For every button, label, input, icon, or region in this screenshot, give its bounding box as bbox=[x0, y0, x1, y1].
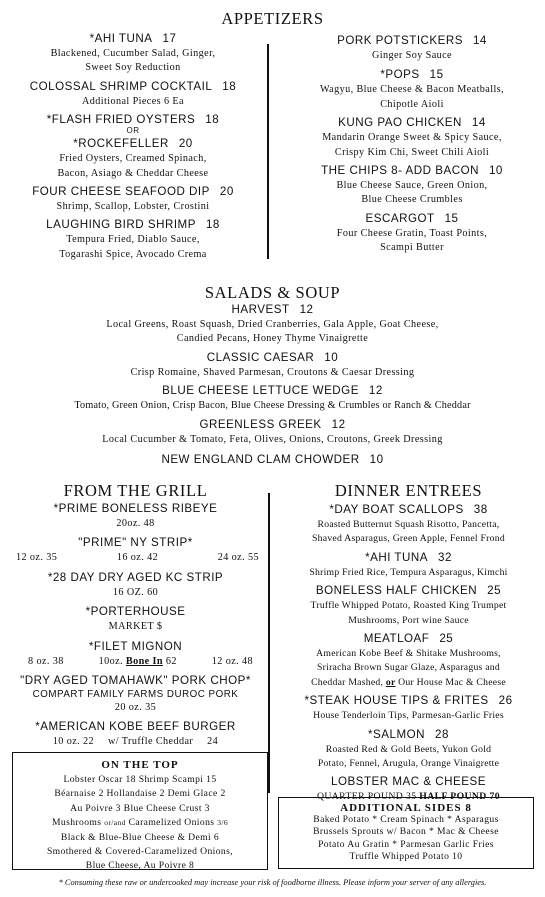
grill-item bbox=[8, 719, 263, 749]
item-name-text: MEATLOAF bbox=[363, 632, 430, 646]
item-name bbox=[283, 115, 541, 131]
item-description: American Kobe Beef & Shitake Mushrooms, bbox=[316, 648, 501, 660]
item-portion: MARKET $ bbox=[108, 621, 163, 633]
item-name bbox=[8, 184, 258, 200]
topping-line: Smothered & Covered-Caramelized Onions, bbox=[46, 846, 234, 858]
appetizers-left-column bbox=[8, 31, 258, 262]
menu-item bbox=[283, 67, 541, 112]
menu-item bbox=[0, 302, 545, 347]
item-name-text: *STEAK HOUSE TIPS & FRITES bbox=[304, 694, 489, 708]
topping-line: Au Poivre 3 Blue Cheese Crust 3 bbox=[70, 802, 210, 814]
grill-item bbox=[8, 501, 263, 531]
item-price: 32 bbox=[438, 550, 452, 564]
item-name-text: HARVEST bbox=[231, 303, 290, 316]
menu-item bbox=[8, 217, 258, 262]
grill-item bbox=[8, 673, 263, 715]
menu-item bbox=[276, 693, 541, 723]
topping-connector: or/and bbox=[104, 818, 126, 828]
item-name-text: BLUE CHEESE LETTUCE WEDGE bbox=[162, 384, 359, 398]
item-description: Roasted Red & Gold Beets, Yukon Gold bbox=[325, 743, 492, 755]
salads-title: SALADS & SOUP bbox=[204, 283, 341, 302]
item-name-text: THE CHIPS 8- ADD BACON bbox=[321, 164, 479, 178]
menu-item bbox=[276, 727, 541, 772]
item-name bbox=[276, 631, 541, 647]
item-name bbox=[276, 693, 541, 709]
item-name-text: LOBSTER MAC & CHEESE bbox=[331, 775, 486, 789]
item-name-text: PORK POTSTICKERS bbox=[337, 34, 463, 47]
item-price: 15 bbox=[444, 211, 459, 225]
item-name bbox=[283, 33, 541, 49]
item-name bbox=[0, 383, 545, 399]
portion-option: 12 oz. 35 bbox=[16, 552, 58, 564]
menu-item bbox=[276, 583, 541, 628]
item-description: Blue Cheese Sauce, Green Onion, bbox=[336, 180, 488, 192]
item-name bbox=[283, 67, 541, 83]
portion-option: QUARTER POUND 35 bbox=[316, 791, 417, 803]
grill-item bbox=[8, 604, 263, 634]
item-name-text: COLOSSAL SHRIMP COCKTAIL bbox=[29, 79, 213, 93]
item-name-text: *POPS bbox=[380, 68, 420, 82]
item-name bbox=[276, 583, 541, 599]
item-description: Togarashi Spice, Avocado Crema bbox=[59, 248, 207, 260]
item-price: 12 bbox=[368, 384, 383, 398]
item-description: Crisp Romaine, Shaved Parmesan, Croutons & Caesar Dressing bbox=[130, 366, 415, 378]
item-name bbox=[283, 163, 541, 179]
item-price: 18 bbox=[205, 113, 220, 127]
bone-in-label: Bone In bbox=[125, 655, 163, 667]
item-description: Local Cucumber & Tomato, Feta, Olives, Onions, Croutons, Greek Dressing bbox=[102, 433, 443, 445]
item-price: 12 bbox=[331, 417, 346, 431]
item-subtitle: COMPART FAMILY FARMS DUROC PORK bbox=[32, 689, 239, 701]
item-description: Fried Oysters, Creamed Spinach, bbox=[59, 153, 207, 165]
item-description: Tempura Fried, Diablo Sauce, bbox=[66, 234, 200, 246]
item-price: 20 bbox=[219, 185, 234, 199]
salads-list bbox=[0, 302, 545, 468]
grill-item bbox=[8, 570, 263, 600]
item-price: 14 bbox=[472, 34, 487, 47]
menu-item bbox=[283, 163, 541, 208]
item-description: Wagyu, Blue Cheese & Bacon Meatballs, bbox=[319, 84, 504, 96]
item-name-text: LAUGHING BIRD SHRIMP bbox=[46, 218, 196, 232]
item-description: Mushrooms, Port wine Sauce bbox=[348, 614, 469, 626]
portion-option: 8 oz. 38 bbox=[28, 655, 64, 667]
menu-item bbox=[0, 417, 545, 447]
item-name-text: *ROCKEFELLER bbox=[73, 137, 169, 151]
grill-title: FROM THE GRILL bbox=[63, 481, 208, 500]
topping-line bbox=[13, 816, 267, 830]
item-name bbox=[0, 302, 545, 318]
item-description: Potato, Fennel, Arugula, Orange Vinaigrette bbox=[317, 758, 500, 770]
allergy-disclaimer: * Consuming these raw or undercooked may increase your risk of foodborne illness. Please inform your server of any allergies. bbox=[58, 878, 487, 887]
item-name bbox=[8, 79, 258, 95]
item-name: "DRY AGED TOMAHAWK" PORK CHOP* bbox=[20, 674, 251, 688]
item-description: Sweet Soy Reduction bbox=[85, 62, 181, 74]
grill-item bbox=[8, 639, 263, 669]
item-price: 18 bbox=[205, 218, 220, 232]
side-line: Truffle Whipped Potato 10 bbox=[349, 851, 463, 863]
item-name bbox=[0, 350, 545, 366]
entrees-list bbox=[276, 502, 541, 805]
item-name bbox=[283, 211, 541, 227]
item-description: Bacon, Asiago & Cheddar Cheese bbox=[57, 167, 209, 179]
menu-item bbox=[0, 383, 545, 413]
menu-item bbox=[283, 211, 541, 256]
addon-price: 24 bbox=[207, 736, 219, 748]
item-description: Ginger Soy Sauce bbox=[372, 50, 452, 61]
grill-item bbox=[8, 535, 263, 565]
item-portions bbox=[8, 551, 263, 565]
on-the-top-box bbox=[12, 752, 268, 870]
topping-line: Lobster Oscar 18 Shrimp Scampi 15 bbox=[63, 774, 217, 785]
grill-list bbox=[8, 501, 263, 754]
menu-item bbox=[283, 33, 541, 63]
portion-option-bone-in bbox=[99, 655, 177, 669]
item-name: *28 DAY DRY AGED KC STRIP bbox=[47, 570, 224, 584]
item-price: 15 bbox=[429, 68, 444, 82]
item-price: 14 bbox=[471, 116, 486, 130]
item-portions bbox=[8, 655, 263, 669]
item-name bbox=[276, 550, 541, 566]
description-part: Cheddar Mashed, bbox=[311, 676, 384, 688]
item-name-text: *FLASH FRIED OYSTERS bbox=[46, 113, 196, 127]
item-portion: 16 OZ. 60 bbox=[112, 586, 159, 598]
item-name-text: ESCARGOT bbox=[365, 211, 435, 225]
item-name-text: *DAY BOAT SCALLOPS bbox=[329, 503, 464, 516]
item-description: Truffle Whipped Potato, Roasted King Trumpet bbox=[310, 600, 507, 612]
item-name-text: GREENLESS GREEK bbox=[199, 417, 322, 431]
portion-option: 12 oz. 48 bbox=[211, 655, 253, 667]
on-the-top-title: ON THE TOP bbox=[101, 759, 179, 771]
item-description: Scampi Butter bbox=[380, 242, 444, 254]
menu-item bbox=[283, 115, 541, 160]
item-description: Tomato, Green Onion, Crisp Bacon, Blue Cheese Dressing & Crumbles or Ranch & Cheddar bbox=[74, 400, 471, 412]
item-price: 18 bbox=[222, 79, 237, 93]
item-price: 26 bbox=[498, 694, 513, 708]
item-description: Candied Pecans, Honey Thyme Vinaigrette bbox=[176, 333, 369, 345]
on-the-top-list bbox=[13, 773, 267, 874]
item-name-text: CLASSIC CAESAR bbox=[206, 350, 315, 364]
item-description: Blackened, Cucumber Salad, Ginger, bbox=[50, 48, 216, 59]
menu-item bbox=[0, 452, 545, 468]
additional-sides-list bbox=[279, 814, 533, 864]
item-price: 10 bbox=[324, 350, 339, 364]
item-name bbox=[0, 452, 545, 468]
item-name-text: BONELESS HALF CHICKEN bbox=[315, 584, 478, 598]
item-description: Shaved Asparagus, Green Apple, Fennel Frond bbox=[312, 533, 505, 545]
item-price: 25 bbox=[487, 584, 502, 598]
item-description: Chipotle Aioli bbox=[380, 98, 444, 110]
item-price: 20 bbox=[178, 137, 193, 151]
portion-option: HALF POUND 70 bbox=[419, 791, 501, 803]
menu-item bbox=[276, 502, 541, 547]
item-name bbox=[0, 417, 545, 433]
item-name-text: *SALMON bbox=[368, 727, 426, 741]
item-description: Four Cheese Gratin, Toast Points, bbox=[336, 227, 488, 239]
topping-line: Blue Cheese, Au Poivre 8 bbox=[85, 860, 195, 872]
item-name bbox=[276, 774, 541, 790]
menu-item bbox=[276, 550, 541, 580]
item-price: 10 bbox=[488, 164, 503, 178]
item-description: Local Greens, Roast Squash, Dried Cranberries, Gala Apple, Goat Cheese, bbox=[106, 319, 439, 330]
menu-item bbox=[8, 31, 258, 76]
item-description: House Tenderloin Tips, Parmesan-Garlic Fries bbox=[313, 710, 504, 722]
description-part: Our House Mac & Cheese bbox=[398, 676, 506, 688]
item-price: 12 bbox=[299, 303, 314, 316]
entrees-title: DINNER ENTREES bbox=[334, 481, 483, 500]
item-name: *AMERICAN KOBE BEEF BURGER bbox=[35, 720, 236, 734]
portion-option: 16 oz. 42 bbox=[116, 552, 159, 564]
entrees-divider bbox=[268, 493, 270, 793]
portion-size: 10oz. bbox=[98, 655, 123, 667]
additional-sides-title: ADDITIONAL SIDES 8 bbox=[340, 802, 472, 814]
topping-line: Béarnaise 2 Hollandaise 2 Demi Glace 2 bbox=[54, 788, 226, 800]
description-or: or bbox=[385, 676, 396, 688]
item-description: Mandarin Orange Sweet & Spicy Sauce, bbox=[322, 132, 502, 144]
item-name bbox=[8, 31, 258, 47]
item-description: Roasted Butternut Squash Risotto, Pancetta, bbox=[317, 519, 500, 530]
item-description: Blue Cheese Crumbles bbox=[361, 194, 463, 206]
item-description bbox=[276, 676, 541, 690]
side-line: Baked Potato * Cream Spinach * Asparagus bbox=[313, 814, 499, 825]
item-name: "PRIME" NY STRIP* bbox=[78, 536, 193, 550]
item-price: 38 bbox=[473, 503, 488, 516]
menu-item bbox=[276, 631, 541, 690]
item-name-text: NEW ENGLAND CLAM CHOWDER bbox=[161, 453, 360, 467]
item-name bbox=[276, 502, 541, 518]
item-name-text: *AHI TUNA bbox=[365, 550, 428, 564]
side-line: Potato Au Gratin * Parmesan Garlic Fries bbox=[318, 838, 494, 850]
appetizers-title: APPETIZERS bbox=[221, 9, 324, 28]
item-name bbox=[8, 217, 258, 233]
item-description: Shrimp Fried Rice, Tempura Asparagus, Kimchi bbox=[309, 566, 508, 578]
side-line: Brussels Sprouts w/ Bacon * Mac & Cheese bbox=[313, 826, 499, 838]
item-name bbox=[8, 136, 258, 152]
item-portion: 20 oz. 35 bbox=[114, 702, 157, 714]
item-name: *FILET MIGNON bbox=[88, 639, 183, 653]
additional-sides-box bbox=[278, 797, 534, 869]
item-name: *PRIME BONELESS RIBEYE bbox=[53, 502, 218, 515]
item-portions bbox=[8, 735, 263, 749]
item-portion: 20oz. 48 bbox=[116, 518, 155, 529]
item-name-text: KUNG PAO CHICKEN bbox=[338, 116, 462, 130]
item-price: 17 bbox=[162, 32, 177, 45]
item-name-text: *AHI TUNA bbox=[89, 32, 153, 45]
item-name bbox=[276, 727, 541, 743]
item-price: 10 bbox=[369, 453, 384, 467]
menu-item bbox=[8, 79, 258, 109]
item-description: Crispy Kim Chi, Sweet Chili Aioli bbox=[334, 146, 490, 158]
appetizers-right-column bbox=[283, 33, 541, 256]
or-label: OR bbox=[126, 126, 140, 136]
item-name-text: FOUR CHEESE SEAFOOD DIP bbox=[32, 185, 210, 199]
appetizers-divider bbox=[267, 44, 269, 259]
menu-item bbox=[0, 350, 545, 380]
item-name: *PORTERHOUSE bbox=[85, 605, 186, 619]
menu-item bbox=[8, 184, 258, 214]
item-description: Sriracha Brown Sugar Glaze, Asparagus and bbox=[317, 662, 500, 674]
item-price: 28 bbox=[435, 727, 449, 741]
item-price: 25 bbox=[439, 632, 454, 646]
topping-price: 3/6 bbox=[217, 818, 229, 828]
topping-name: Mushrooms bbox=[51, 817, 102, 829]
menu-item bbox=[8, 136, 258, 181]
item-description: Additional Pieces 6 Ea bbox=[82, 95, 184, 107]
topping-line: Black & Blue-Blue Cheese & Demi 6 bbox=[60, 831, 220, 843]
addon-option: w/ Truffle Cheddar bbox=[108, 736, 194, 748]
portion-option: 10 oz. 22 bbox=[52, 736, 95, 748]
portion-price: 62 bbox=[165, 655, 177, 667]
topping-name: Caramelized Onions bbox=[128, 817, 215, 829]
item-description: Shrimp, Scallop, Lobster, Crostini bbox=[56, 201, 210, 213]
portion-option: 24 oz. 55 bbox=[217, 552, 259, 564]
